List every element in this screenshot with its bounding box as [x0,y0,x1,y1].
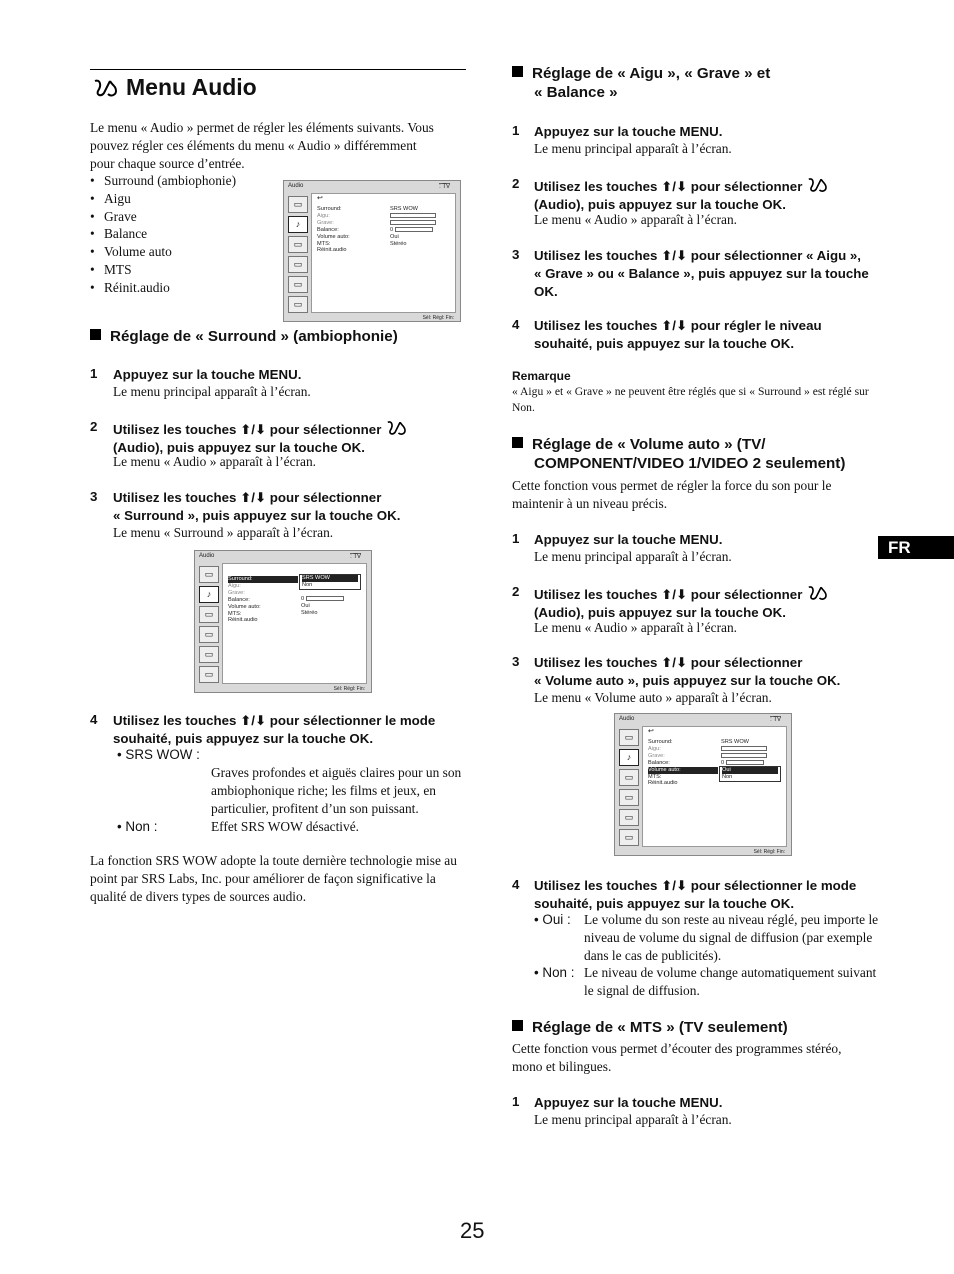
aigu-section-header: Réglage de « Aigu », « Grave » et « Balance » [512,64,842,102]
volume-section-header: Réglage de « Volume auto » (TV/ COMPONENT/VIDEO 1/VIDEO 2 seulement) [512,435,892,473]
option-icon: ▭ [288,276,308,293]
intro-list [90,172,236,297]
setup-icon: ▭ [199,626,219,643]
list-item: • Réinit.audio [90,279,236,297]
surround-section-header: Réglage de « Surround » (ambiophonie) [90,327,398,346]
option-label: • Non : [117,819,158,834]
step-number: 2 [512,176,520,191]
step-number: 1 [512,531,520,546]
step-subtext: Le menu principal apparaît à l’écran. [534,1112,732,1127]
return-icon: ↩ [317,195,323,202]
list-item: • Balance [90,225,236,243]
step-number: 3 [512,654,520,669]
step-text: Utilisez les touches ⬆/⬇ pour sélectionner « Aigu », « Grave » ou « Balance », puis appuyez sur la touche OK. [534,248,869,299]
remark-text: « Aigu » et « Grave » ne peuvent être réglés que si « Surround » est réglé sur Non. [512,385,869,414]
step-subtext: Le menu « Audio » apparaît à l’écran. [113,454,317,469]
audio-note-icon [806,176,828,194]
audio-icon: ♪ [199,586,219,603]
step-text: Appuyez sur la touche MENU. [534,1095,723,1110]
step-text: Utilisez les touches ⬆/⬇ pour sélectionner le mode souhaité, puis appuyez sur la touche OK. [113,713,436,746]
list-item: • Grave [90,208,236,226]
screen-header: Audio [288,183,304,189]
remark-title: Remarque [512,369,571,383]
screen-icon: ▭ [288,236,308,253]
step-text: Utilisez les touches ⬆/⬇ pour sélectionner (Audio), puis appuyez sur la touche OK. [534,584,884,622]
intro-paragraph: Le menu « Audio » permet de régler les éléments suivants. Vous pouvez régler ces éléments du menu « Audio » différemment pour chaque source d’entrée. [90,120,434,171]
list-item: • Aigu [90,190,236,208]
volume-intro: Cette fonction vous permet de régler la force du son pour le maintenir à un niveau précis. [512,478,832,511]
picture-icon: ▭ [199,566,219,583]
option-label: • SRS WOW : [117,747,200,762]
picture-icon: ▭ [619,729,639,746]
srs-paragraph: La fonction SRS WOW adopte la toute dernière technologie mise au point par SRS Labs, Inc. pour améliorer de façon significative la qualité de divers types de sources audio. [90,853,457,904]
option-icon: ▭ [619,809,639,826]
audio-menu-screenshot [283,180,461,322]
screen-labels: Surround: Aigu: Grave: Balance: Volume auto: MTS: Réinit.audio [317,206,350,254]
volume-menu-screenshot: Audio : TV ▭ ♪ ▭ ▭ ▭ ▭ ↩ Surround: Aigu: Grave: Balance: Volume auto: MTS: Réinit.audio SRS WOW 0 Oui Non Sél: Régl: Fin: [614,713,792,856]
lock-icon: ▭ [288,296,308,313]
screen-footer: Sél: Régl: Fin: [422,315,454,321]
option-label: • Non : [534,965,575,980]
step-number: 2 [90,419,98,434]
audio-note-icon [806,584,828,602]
volume-options: Oui Non [719,766,781,782]
option-label: • Oui : [534,912,571,927]
screen-values: SRS WOW 0 Oui Stéréo [390,206,436,247]
language-tab: FR [878,536,954,559]
list-item: • MTS [90,261,236,279]
option-text: Graves profondes et aiguës claires pour un son ambiophonique riche; les films et jeux, en particulier, profitent d’un son puissant. [211,765,462,816]
surround-menu-screenshot: Audio : TV ▭ ♪ ▭ ▭ ▭ ▭ Surround: Aigu: Grave: Balance: Volume auto: MTS: Réinit.audio SRS WOW Non 0 Oui Stéréo Sél: Régl: Fin: [194,550,372,693]
step-number: 1 [512,123,520,138]
step-subtext: Le menu principal apparaît à l’écran. [534,549,732,564]
option-text: Le niveau de volume change automatiquement suivant le signal de diffusion. [584,965,877,998]
step-text: Utilisez les touches ⬆/⬇ pour sélectionner (Audio), puis appuyez sur la touche OK. [113,419,453,457]
option-icon: ▭ [199,646,219,663]
audio-icon: ♪ [288,216,308,233]
lock-icon: ▭ [199,666,219,683]
mts-section-header: Réglage de « MTS » (TV seulement) [512,1018,788,1037]
step-text: Appuyez sur la touche MENU. [534,124,723,139]
audio-icon: ♪ [619,749,639,766]
screen-pane [311,193,456,313]
step-subtext: Le menu principal apparaît à l’écran. [113,384,311,399]
step-subtext: Le menu « Volume auto » apparaît à l’écran. [534,690,772,705]
lock-icon: ▭ [619,829,639,846]
screen-sidebar [286,195,308,316]
step-number: 3 [90,489,98,504]
page-title-text: Menu Audio [126,74,257,100]
audio-note-icon [385,419,407,437]
list-item: • Volume auto [90,243,236,261]
step-text: Utilisez les touches ⬆/⬇ pour sélectionner « Surround », puis appuyez sur la touche OK. [113,490,401,523]
screen-source: : TV [439,184,450,190]
page-title [92,74,257,101]
step-number: 4 [512,317,520,332]
setup-icon: ▭ [288,256,308,273]
step-number: 4 [90,712,98,727]
step-number: 4 [512,877,520,892]
step-text: Utilisez les touches ⬆/⬇ pour sélectionner (Audio), puis appuyez sur la touche OK. [534,176,884,214]
step-subtext: Le menu principal apparaît à l’écran. [534,141,732,156]
step-text: Utilisez les touches ⬆/⬇ pour sélectionner le mode souhaité, puis appuyez sur la touche OK. [534,878,857,911]
title-rule [90,69,466,70]
step-subtext: Le menu « Surround » apparaît à l’écran. [113,525,334,540]
step-number: 2 [512,584,520,599]
step-text: Utilisez les touches ⬆/⬇ pour sélectionner « Volume auto », puis appuyez sur la touche OK. [534,655,841,688]
step-text: Appuyez sur la touche MENU. [113,367,302,382]
step-text: Appuyez sur la touche MENU. [534,532,723,547]
page-number: 25 [460,1218,485,1243]
surround-options: SRS WOW Non [299,574,361,590]
step-text: Utilisez les touches ⬆/⬇ pour régler le niveau souhaité, puis appuyez sur la touche OK. [534,318,822,351]
step-number: 1 [512,1094,520,1109]
step-subtext: Le menu « Audio » apparaît à l’écran. [534,212,738,227]
option-text: Le volume du son reste au niveau réglé, peu importe le niveau de volume du signal de diffusion (par exemple dans le cas de publicités). [584,912,879,963]
setup-icon: ▭ [619,789,639,806]
screen-icon: ▭ [199,606,219,623]
option-text: Effet SRS WOW désactivé. [211,819,360,834]
list-item: • Surround (ambiophonie) [90,172,236,190]
step-subtext: Le menu « Audio » apparaît à l’écran. [534,620,738,635]
mts-intro: Cette fonction vous permet d’écouter des programmes stéréo, mono et bilingues. [512,1041,842,1074]
step-number: 1 [90,366,98,381]
step-number: 3 [512,247,520,262]
screen-icon: ▭ [619,769,639,786]
audio-note-icon [92,77,118,99]
picture-icon: ▭ [288,196,308,213]
